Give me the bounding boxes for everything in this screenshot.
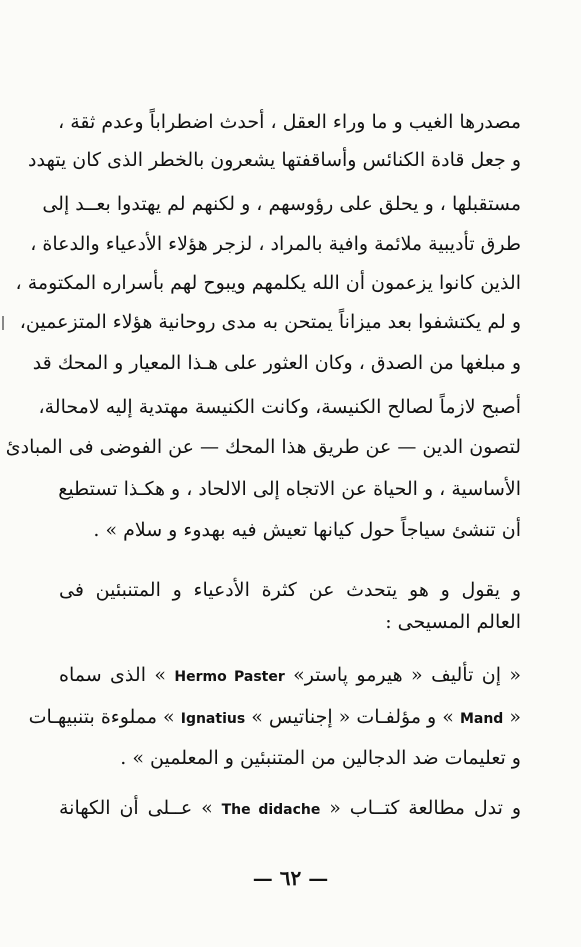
text-line: مستقبلها ، و يحلق على رؤوسهم ، و لكنهم لم يهتدوا بعــد إلى (42, 193, 521, 215)
latin-title: Ignatius (180, 711, 246, 727)
text-line: مصدرها الغيب و ما وراء العقل ، أحدث اضطراباً وعدم ثقة ، (58, 111, 521, 133)
quote-line (59, 660, 521, 690)
text-line: أصبح لازماً لصالح الكنيسة، وكانت الكنيسة مهتدية إليه لامحالة، (38, 396, 521, 418)
quote-text: « (509, 706, 521, 728)
page-number: — ٦٢ — (252, 866, 329, 890)
text-line: و جعل قادة الكنائس وأساقفتها يشعرون بالخطر الذى كان يتهدد (28, 149, 521, 171)
text-line: لتصون الدين — عن طريق هذا المحك — عن الفوضى فى المبادئ (5, 436, 521, 458)
quote-text: « إن تأليف « هيرمو پاستر» (293, 664, 522, 686)
text-line: و لم يكتشفوا بعد ميزاناً يمتحن به مدى روحانية هؤلاء المتزعمين، (19, 311, 521, 333)
text-line: العالم المسيحى : (385, 611, 521, 633)
text-line: طرق تأديبية ملائمة وافية بالمراد ، لزجر هؤلاء الأدعياء والدعاة ، (30, 233, 521, 255)
latin-title: Hermo Paster (174, 669, 285, 685)
text-line: و يقول و هو يتحدث عن كثرة الأدعياء و المتنبئين فى (59, 579, 521, 601)
text-line: و مبلغها من الصدق ، وكان العثور على هـذا المعيار و المحك قد (32, 352, 521, 374)
margin-mark (2, 316, 4, 330)
text-line: الذين كانوا يزعمون أن الله يكلمهم ويبوح لهم بأسراره المكتومة ، (15, 272, 521, 294)
text-line: الأساسية ، و الحياة عن الاتجاه إلى الالحاد ، و هكـذا تستطيع (58, 478, 521, 500)
text-line: أن تنشئ سياجاً حول كيانها تعيش فيه بهدوء و سلام » . (93, 519, 521, 541)
quote-text: » مملوءة بتنبيهـات (28, 706, 175, 728)
text-line (59, 793, 521, 823)
latin-title: The didache (221, 802, 321, 818)
quote-line: و تعليمات ضد الدجالين من المتنبئين و المعلمين » . (120, 747, 521, 769)
latin-title: Mand (459, 711, 504, 727)
quote-text: » الذى سماه (59, 664, 166, 686)
quote-text: » و مؤلفـات « إجناتيس » (251, 706, 454, 728)
paragraph-text: » عــلى أن الكهانة (59, 797, 213, 819)
quote-line (28, 702, 521, 732)
paragraph-text: و تدل مطالعة كتــاب « (329, 797, 522, 819)
